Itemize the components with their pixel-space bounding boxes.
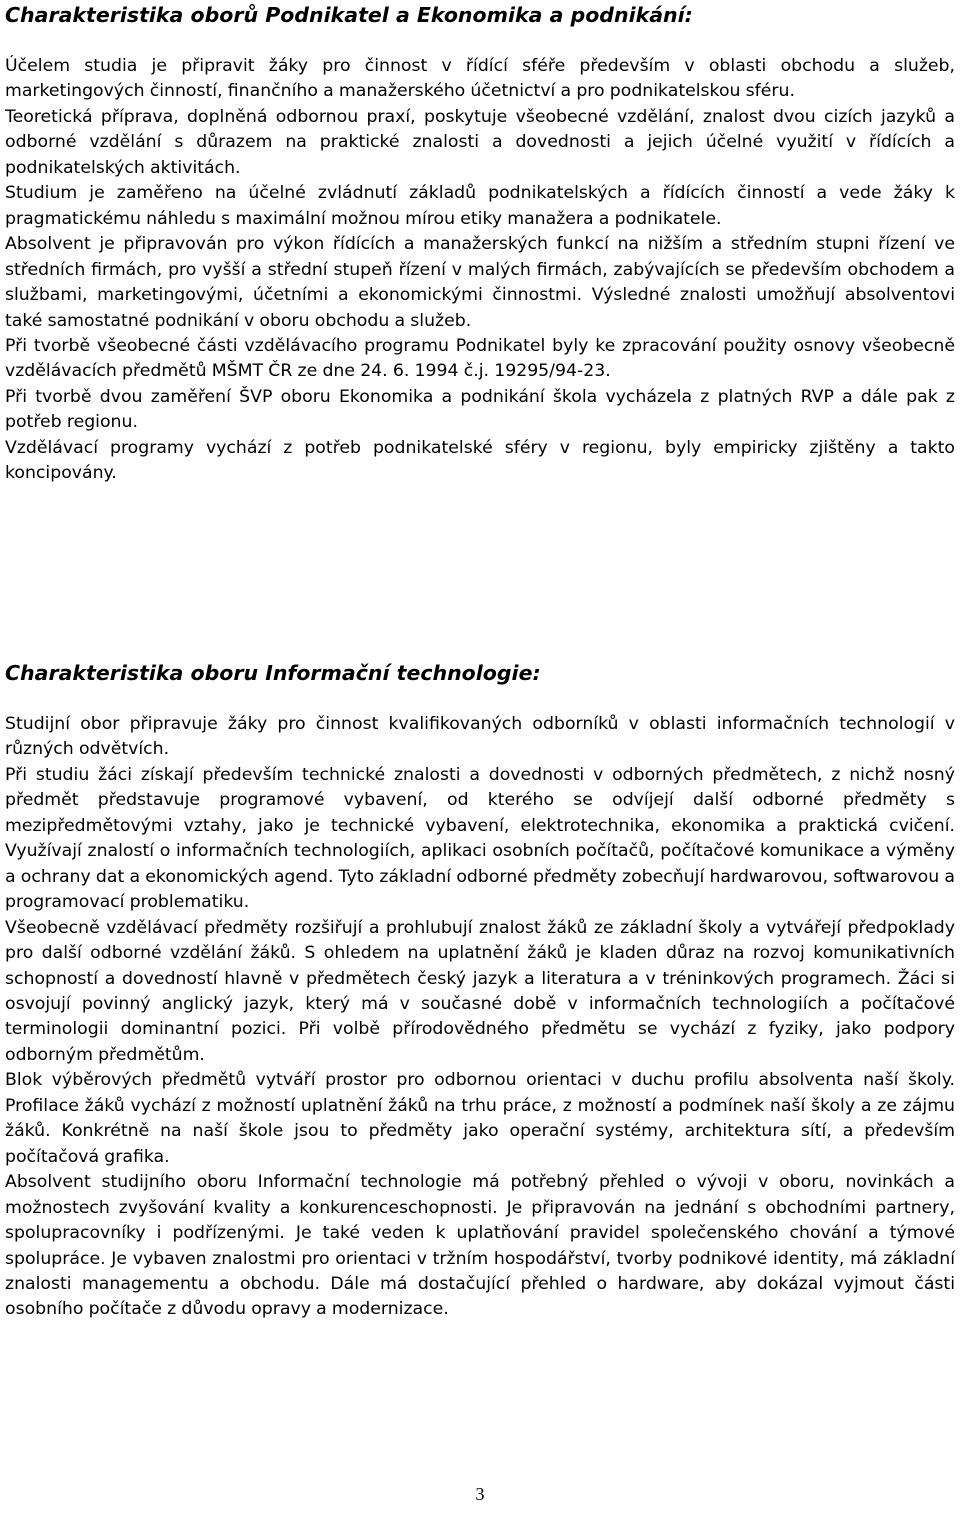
paragraph: Při tvorbě dvou zaměření ŠVP oboru Ekonomika a podnikání škola vycházela z platných RVP a dále pak z potřeb regionu. bbox=[5, 386, 955, 433]
section-body-podnikatel bbox=[5, 54, 955, 487]
paragraph: Při tvorbě všeobecné části vzdělávacího programu Podnikatel byly ke zpracování použity osnovy všeobecně vzdělávacích předmětů MŠMT ČR ze dne 24. 6. 1994 č.j. 19295/94-23. bbox=[5, 335, 955, 382]
paragraph: Absolvent studijního oboru Informační technologie má potřebný přehled o vývoji v oboru, novinkách a možnostech zvyšování kvality a konkurenceschopnosti. Je připravován na jednání s obchodními partnery, spolupracovníky i podřízenými. Je také veden k uplatňování pravidel společenského chování a týmové spolupráce. Je vybaven znalostmi pro orientaci v tržním hospodářství, tvorby podnikové identity, má základní znalosti managementu a obchodu. Dále má dostačující přehled o hardware, aby dokázal vyjmout části osobního počítače z důvodu opravy a modernizace. bbox=[5, 1172, 955, 1320]
section-body-informacni-technologie bbox=[5, 712, 955, 1323]
paragraph: Vzdělávací programy vychází z potřeb podnikatelské sféry v regionu, byly empiricky zjištěny a takto koncipovány. bbox=[5, 437, 955, 484]
section-heading-podnikatel: Charakteristika oborů Podnikatel a Ekonomika a podnikání: bbox=[5, 3, 693, 27]
paragraph: Studium je zaměřeno na účelné zvládnutí základů podnikatelských a řídících činností a vede žáky k pragmatickému náhledu s maximální možnou mírou etiky manažera a podnikatele. bbox=[5, 183, 955, 229]
section-heading-informacni-technologie: Charakteristika oboru Informační technologie: bbox=[5, 661, 541, 685]
paragraph: Všeobecně vzdělávací předměty rozšiřují a prohlubují znalost žáků ze základní školy a vytvářejí předpoklady pro další odborné vzdělání žáků. S ohledem na uplatnění žáků je kladen důraz na rozvoj komunikativních schopností a dovedností hlavně v předmětech český jazyk a literatura a v tréninkových programech. Žáci si osvojují povinný anglický jazyk, který má v současné době v informačních technologiích a počítačové terminologii dominantní pozici. Při volbě přírodovědného předmětu se vychází z fyziky, jako podpory odborným předmětům. bbox=[5, 917, 955, 1065]
page-number: 3 bbox=[475, 1484, 485, 1504]
paragraph: Teoretická příprava, doplněná odbornou praxí, poskytuje všeobecné vzdělání, znalost dvou cizích jazyků a odborné vzdělání s důrazem na praktické znalosti a dovednosti a jejich účelné využití v řídících a podnikatelských aktivitách. bbox=[5, 106, 955, 178]
paragraph: Blok výběrových předmětů vytváří prostor pro odbornou orientaci v duchu profilu absolventa naší školy. Profilace žáků vychází z možností uplatnění žáků na trhu práce, z možností a podmínek naší školy a ze zájmu žáků. Konkrétně na naší škole jsou to předměty jako operační systémy, architektura sítí, a především počítačová grafika. bbox=[5, 1070, 955, 1167]
paragraph: Studijní obor připravuje žáky pro činnost kvalifikovaných odborníků v oblasti informačních technologií v různých odvětvích. bbox=[5, 714, 955, 760]
paragraph: Účelem studia je připravit žáky pro činnost v řídící sféře především v oblasti obchodu a služeb, marketingových činností, finančního a manažerského účetnictví a pro podnikatelskou sféru. bbox=[5, 56, 955, 102]
paragraph: Při studiu žáci získají především technické znalosti a dovednosti v odborných předmětech, z nichž nosný předmět představuje programové vybavení, od kterého se odvíjejí další odborné předměty s mezipředmětovými vztahy, jako je technické vybavení, elektrotechnika, ekonomika a praktická cvičení. Využívají znalostí o informačních technologiích, aplikaci osobních počítačů, počítačové komunikace a výměny a ochrany dat a ekonomických agend. Tyto základní odborné předměty zobecňují hardwarovou, softwarovou a programovací problematiku. bbox=[5, 764, 955, 913]
paragraph: Absolvent je připravován pro výkon řídících a manažerských funkcí na nižším a středním stupni řízení ve středních firmách, pro vyšší a střední stupeň řízení v malých firmách, zabývajících se především obchodem a službami, marketingovými, účetními a ekonomickými činnostmi. Výsledné znalosti umožňují absolventovi také samostatné podnikání v oboru obchodu a služeb. bbox=[5, 234, 955, 331]
